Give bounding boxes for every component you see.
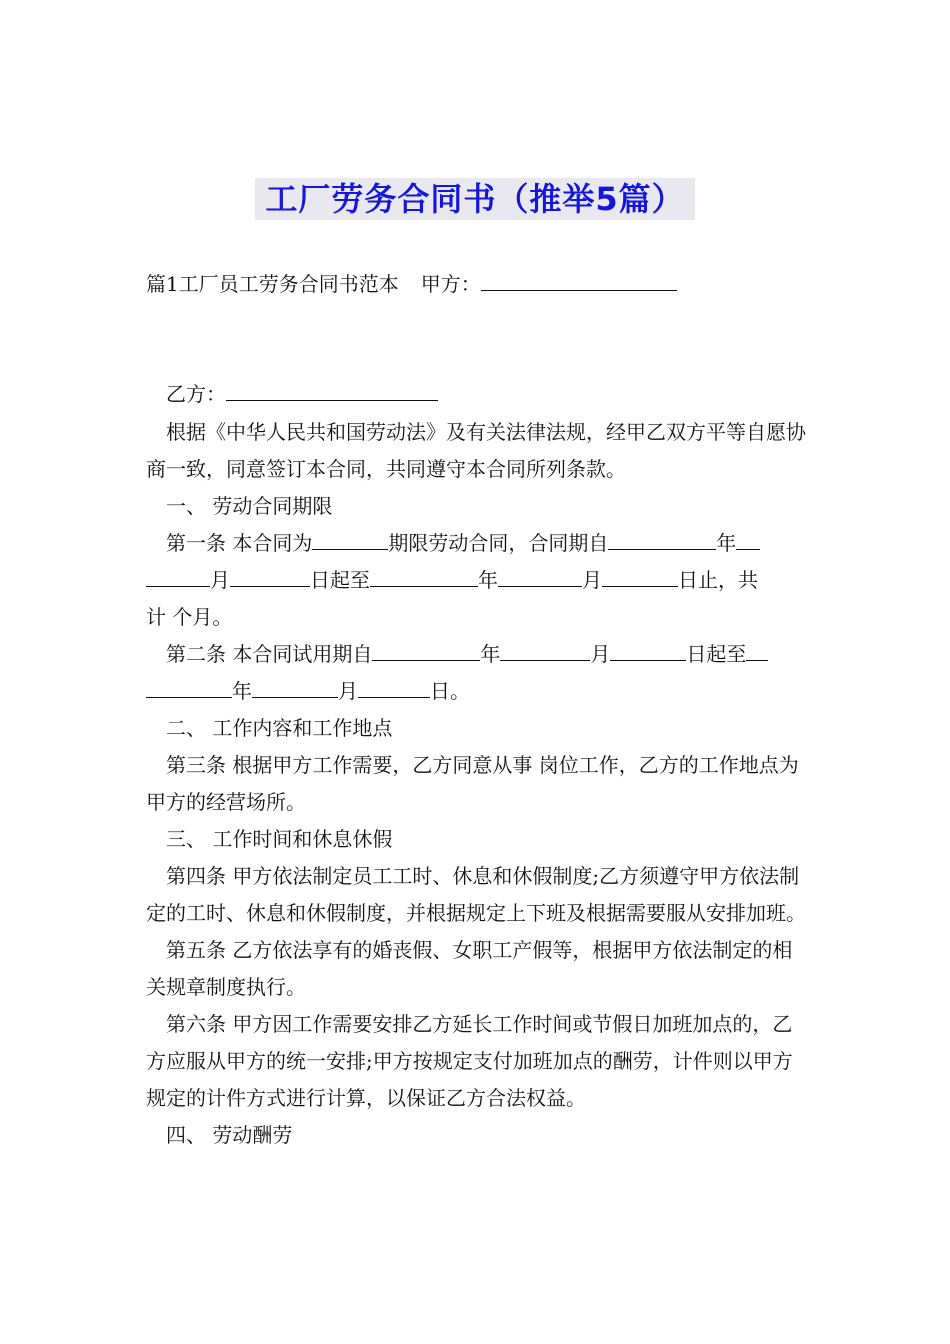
article-2-text-7: 日。 <box>430 679 470 703</box>
contract-body <box>146 414 810 1154</box>
blank <box>498 564 582 587</box>
article-1 <box>146 525 810 636</box>
party-b-blank <box>226 378 438 401</box>
article-1-text-2: 期限劳动合同，合同期自 <box>388 531 609 555</box>
article-5: 第五条 乙方依法享有的婚丧假、女职工产假等，根据甲方依法制定的相关规章制度执行。 <box>146 938 793 999</box>
article-1-text-5: 日起至 <box>310 568 370 592</box>
blank <box>312 527 388 550</box>
article-1-text-6: 年 <box>478 568 498 592</box>
article-1-text-3: 年 <box>716 531 737 555</box>
party-a-label: 甲方： <box>420 272 481 296</box>
blank <box>746 638 768 661</box>
article-3: 第三条 根据甲方工作需要，乙方同意从事 岗位工作，乙方的工作地点为甲方的经营场所。 <box>146 753 799 814</box>
blank <box>370 564 478 587</box>
article-4: 第四条 甲方依法制定员工工时、休息和休假制度;乙方须遵守甲方依法制定的工时、休息和休假制度，并根据规定上下班及根据需要服从安排加班。 <box>146 864 806 925</box>
blank <box>146 564 210 587</box>
document-title-text: 工厂劳务合同书（推举5篇） <box>255 178 694 220</box>
document-title <box>0 178 950 220</box>
intro-line <box>146 266 810 303</box>
blank <box>372 638 480 661</box>
preamble-paragraph: 根据《中华人民共和国劳动法》及有关法律法规，经甲乙双方平等自愿协商一致，同意签订本合同，共同遵守本合同所列条款。 <box>146 420 806 481</box>
section-4-heading: 四、 劳动酬劳 <box>166 1123 293 1147</box>
intro-heading: 篇1工厂员工劳务合同书范本 <box>146 272 399 296</box>
section-3-heading: 三、 工作时间和休息休假 <box>166 827 393 851</box>
blank <box>252 675 338 698</box>
blank <box>358 675 430 698</box>
blank <box>230 564 310 587</box>
article-1-text-9: 计 个月。 <box>146 605 233 629</box>
blank <box>500 638 590 661</box>
article-1-text-7: 月 <box>582 568 602 592</box>
blank <box>736 527 760 550</box>
article-2-text-4: 日起至 <box>686 642 747 666</box>
blank <box>602 564 678 587</box>
article-2 <box>146 636 810 710</box>
party-a-blank <box>481 268 677 291</box>
article-2-text-5: 年 <box>232 679 252 703</box>
article-2-text-3: 月 <box>590 642 611 666</box>
article-2-text-2: 年 <box>480 642 501 666</box>
blank <box>608 527 716 550</box>
article-6: 第六条 甲方因工作需要安排乙方延长工作时间或节假日加班加点的，乙方应服从甲方的统一安排;甲方按规定支付加班加点的酬劳，计件则以甲方规定的计件方式进行计算，以保证乙方合法权益。 <box>146 1012 793 1110</box>
article-1-text-4: 月 <box>210 568 230 592</box>
blank <box>610 638 686 661</box>
section-2-heading: 二、 工作内容和工作地点 <box>166 716 393 740</box>
article-1-text-8: 日止，共 <box>678 568 758 592</box>
article-2-text-6: 月 <box>338 679 358 703</box>
party-b-label: 乙方： <box>166 382 226 406</box>
article-1-text-1: 第一条 本合同为 <box>166 531 313 555</box>
party-b-line <box>146 376 810 413</box>
section-1-heading: 一、 劳动合同期限 <box>166 494 333 518</box>
article-2-text-1: 第二条 本合同试用期自 <box>166 642 373 666</box>
blank <box>146 675 232 698</box>
